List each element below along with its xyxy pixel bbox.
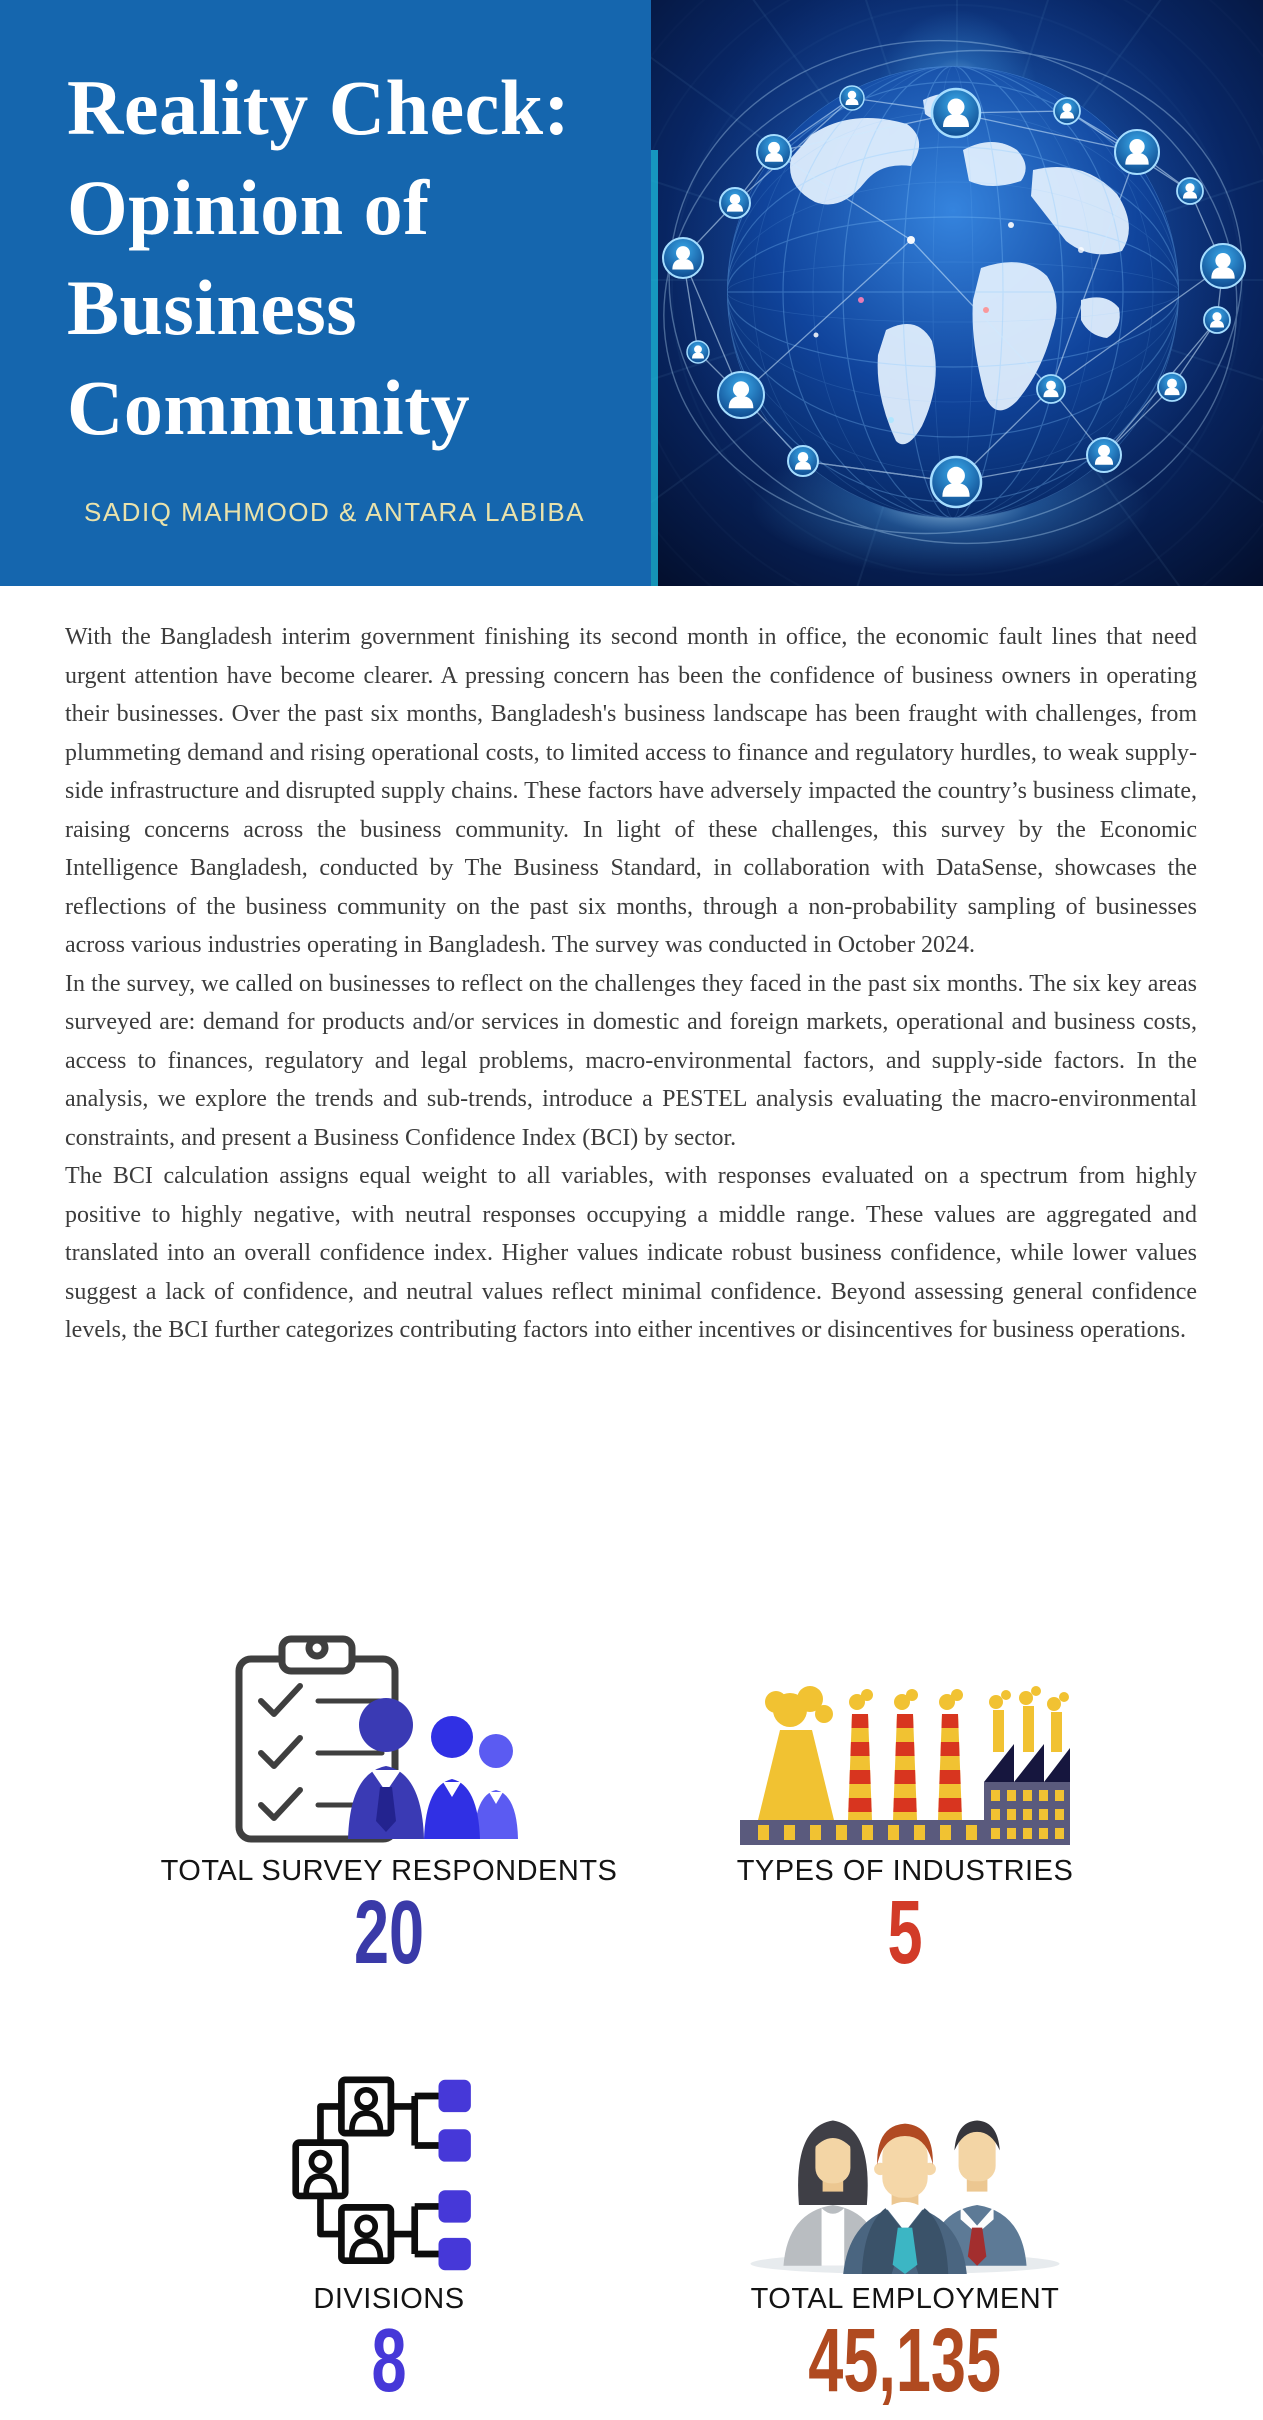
stat-total-survey-respondents (134, 1618, 644, 1983)
stat-value: 8 (371, 2311, 407, 2411)
byline: SADIQ MAHMOOD & ANTARA LABIBA (84, 497, 586, 527)
stat-total-employment (650, 2062, 1160, 2411)
page-title-line: Business (67, 264, 358, 351)
page-title (67, 58, 627, 458)
factory-icon (650, 1618, 1160, 1846)
employees-icon (650, 2062, 1160, 2274)
org-chart-icon (134, 2062, 644, 2274)
stat-value: 20 (353, 1883, 425, 1983)
article-paragraph: In the survey, we called on businesses to reflect on the challenges they faced in the past six months. The six key areas surveyed are: demand for products and/or services in domestic and foreign markets, operational and business costs, access to finances, regulatory and legal problems, macro-environmental factors, and supply-side factors. In the analysis, we explore the trends and sub-trends, introduce a PESTEL analysis evaluating the macro-environmental constraints, and present a Business Confidence Index (BCI) by sector. (65, 970, 1197, 1151)
stat-label: TOTAL SURVEY RESPONDENTS (160, 1855, 618, 1887)
header-title-panel (0, 0, 651, 586)
global-network-globe-image (651, 0, 1263, 586)
article-paragraph: The BCI calculation assigns equal weight to all variables, with responses evaluated on a spectrum from highly positive to highly negative, with neutral responses occupying a middle range. These values are aggregated and translated into an overall confidence index. Higher values indicate robust business confidence, while lower values suggest a lack of confidence, and neutral values reflect minimal confidence. Beyond assessing general confidence levels, the BCI further categorizes contributing factors into either incentives or disincentives for business operations. (65, 1163, 1197, 1343)
page-title-line: Opinion of (67, 164, 430, 251)
stat-label: TOTAL EMPLOYMENT (750, 2283, 1060, 2315)
page-title-line: Reality Check: (67, 64, 571, 151)
globe-network-icon (651, 0, 1263, 586)
page-title-line: Community (67, 364, 471, 451)
stat-value: 5 (887, 1883, 923, 1983)
article-paragraph: With the Bangladesh interim government finishing its second month in office, the economic fault lines that need urgent attention have become clearer. A pressing concern has been the confidence of business owners in operating their businesses. Over the past six months, Bangladesh's business landscape has been fraught with challenges, from plummeting demand and rising operational costs, to limited access to finance and regulatory hurdles, to weak supply-side infrastructure and disrupted supply chains. These factors have adversely impacted the country’s business climate, raising concerns across the business community. In light of these challenges, this survey by the Economic Intelligence Bangladesh, conducted by The Business Standard, in collaboration with DataSense, showcases the reflections of the business community on the past six months, through a non-probability sampling of businesses across various industries operating in Bangladesh. The survey was conducted in October 2024. (65, 624, 1197, 958)
stat-label: DIVISIONS (313, 2283, 465, 2315)
stat-types-of-industries (650, 1618, 1160, 1983)
header (0, 0, 1263, 586)
stat-divisions (134, 2062, 644, 2411)
clipboard-respondents-icon (134, 1618, 644, 1846)
stat-label: TYPES OF INDUSTRIES (736, 1855, 1074, 1887)
stat-value: 45,135 (808, 2311, 1002, 2411)
article-body (65, 618, 1197, 1350)
